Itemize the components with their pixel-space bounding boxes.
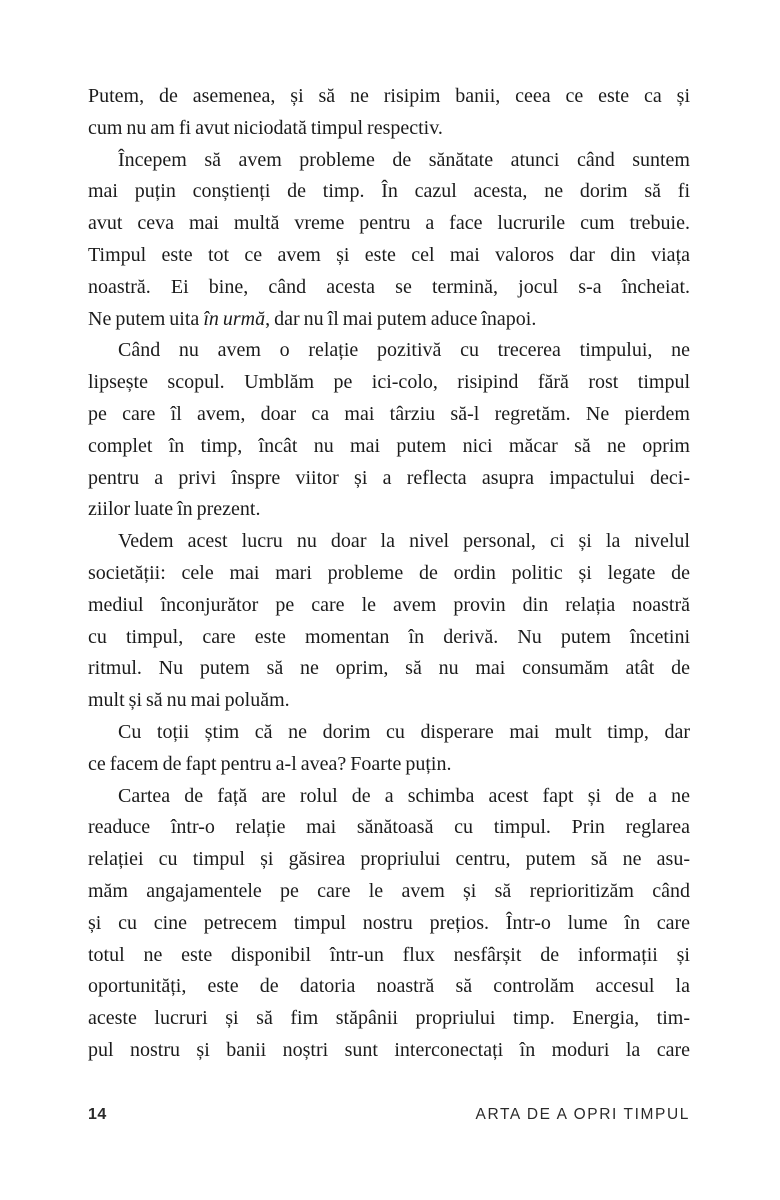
text-line: avut ceva mai multă vreme pentru a face lucrurile cum trebuie. <box>88 212 690 235</box>
italic-phrase: în urmă <box>203 307 266 330</box>
page-number: 14 <box>88 1106 107 1123</box>
text-line: Cu toții știm că ne dorim cu disperare mai mult timp, dar <box>118 720 690 743</box>
text-line: pe care îl avem, doar ca mai târziu să-l regretăm. Ne pierdem <box>88 402 690 425</box>
text-line: noastră. Ei bine, când acesta se termină, jocul s-a încheiat. <box>88 275 690 298</box>
running-title: ARTA DE A OPRI TIMPUL <box>475 1106 690 1123</box>
text-line: măm angajamentele pe care le avem și să reprioritizăm când <box>88 879 690 902</box>
text-line: Putem, de asemenea, și să ne risipim banii, ceea ce este ca și <box>88 85 690 107</box>
paragraph <box>88 81 690 145</box>
paragraph <box>88 717 690 781</box>
text-line: cum nu am fi avut niciodată timpul respectiv. <box>88 116 443 139</box>
text-line: relației cu timpul și găsirea propriului centru, putem să ne asu- <box>88 848 690 871</box>
text-line: readuce într-o relație mai sănătoasă cu timpul. Prin reglarea <box>88 816 690 839</box>
text-line: mediul înconjurător pe care le avem provin din relația noastră <box>88 593 690 616</box>
text-line: mai puțin conștienți de timp. În cazul acesta, ne dorim să fi <box>88 180 690 203</box>
text-block <box>88 81 690 1067</box>
text-line: mult și să nu mai poluăm. <box>88 689 290 712</box>
text-line: Timpul este tot ce avem și este cel mai valoros dar din viața <box>88 243 690 266</box>
text-line: pentru a privi înspre viitor și a reflecta asupra impactului deci- <box>88 466 690 489</box>
text-line: Cartea de față are rolul de a schimba acest fapt și de a ne <box>118 784 690 807</box>
paragraph <box>88 781 690 1067</box>
text-line: totul ne este disponibil într-un flux nesfârșit de informații și <box>88 943 690 966</box>
text-line: ziilor luate în prezent. <box>88 498 261 521</box>
text-line: societății: cele mai mari probleme de ordin politic și legate de <box>88 561 690 584</box>
text-line: Începem să avem probleme de sănătate atunci când suntem <box>118 148 690 171</box>
text-line: aceste lucruri și să fim stăpânii propriului timp. Energia, tim- <box>88 1007 690 1030</box>
text-line: Vedem acest lucru nu doar la nivel personal, ci și la nivelul <box>118 530 690 553</box>
text-line: și cu cine petrecem timpul nostru prețios. Într-o lume în care <box>88 911 690 934</box>
text-line: pul nostru și banii noștri sunt interconectați în moduri la care <box>88 1038 690 1061</box>
page-footer <box>88 1106 690 1124</box>
text-line: ce facem de fapt pentru a-l avea? Foarte puțin. <box>88 752 452 775</box>
paragraph <box>88 526 690 717</box>
text-line: complet în timp, încât nu mai putem nici măcar să ne oprim <box>88 434 690 457</box>
text-line: oportunități, este de datoria noastră să controlăm accesul la <box>88 975 690 998</box>
text-line: Când nu avem o relație pozitivă cu trecerea timpului, ne <box>118 339 690 362</box>
paragraph <box>88 145 690 336</box>
text-line: lipsește scopul. Umblăm pe ici-colo, risipind fără rost timpul <box>88 371 690 394</box>
text-line: ritmul. Nu putem să ne oprim, să nu mai consumăm atât de <box>88 657 690 680</box>
paragraph <box>88 335 690 526</box>
text-line: cu timpul, care este momentan în derivă. Nu putem încetini <box>88 625 690 648</box>
text-line: Ne putem uita în urmă, dar nu îl mai putem aduce înapoi. <box>88 307 537 330</box>
